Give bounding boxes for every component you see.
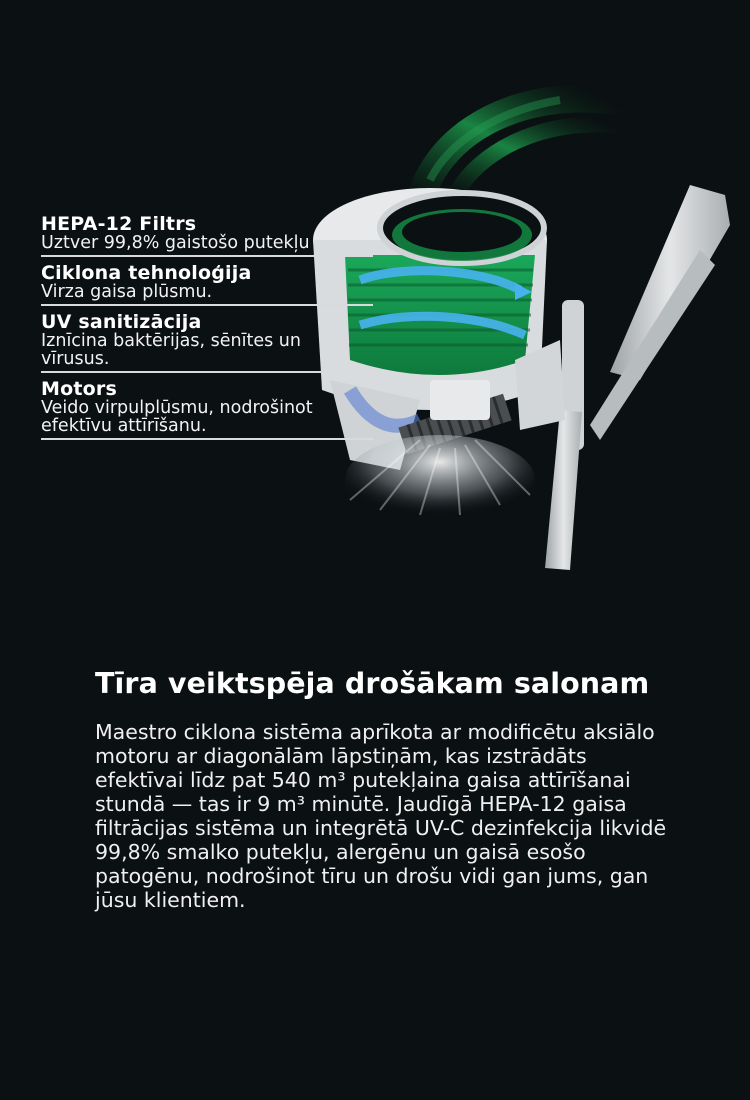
feature-title: HEPA-12 Filtrs (41, 213, 197, 235)
tube (545, 410, 582, 570)
feature-description: Veido virpulplūsmu, nodrošinot efektīvu attīrīšanu. (41, 398, 313, 436)
feature-motor (41, 379, 373, 440)
feature-cyclone (41, 263, 373, 306)
section-body-text: Maestro ciklona sistēma aprīkota ar modificētu aksiālo motoru ar diagonālām lāpstiņām, kas izstrādāts efektīvai līdz pat 540 m³ putekļaina gaisa attīrīšanai stundā — tas ir 9 m³ minūtē. Jaudīgā HEPA-12 gaisa filtrācijas sistēma un integrētā UV-C dezinfekcija likvidē 99,8% smalko putekļu, alergēnu un gaisā esošo patogēnu, nodrošinot tīru un drošu vidi gan jums, gan jūsu klientiem. (95, 720, 667, 912)
feature-description: Virza gaisa plūsmu. (41, 282, 213, 302)
feature-hepa (41, 214, 373, 257)
feature-list (41, 214, 373, 446)
exhaust-mist (345, 435, 535, 525)
feature-uv (41, 312, 373, 373)
feature-title: UV sanitizācija (41, 311, 202, 333)
section-headline: Tīra veiktspēja drošākam salonam (95, 667, 650, 700)
handle (562, 185, 730, 450)
feature-description: Iznīcina baktērijas, sēnītes un vīrusus. (41, 331, 301, 369)
feature-title: Motors (41, 378, 117, 400)
feature-description: Uztver 99,8% gaistošo putekļu (41, 233, 310, 253)
description-section (95, 664, 675, 933)
feature-title: Ciklona tehnoloģija (41, 262, 252, 284)
airflow-swirl (420, 98, 615, 200)
